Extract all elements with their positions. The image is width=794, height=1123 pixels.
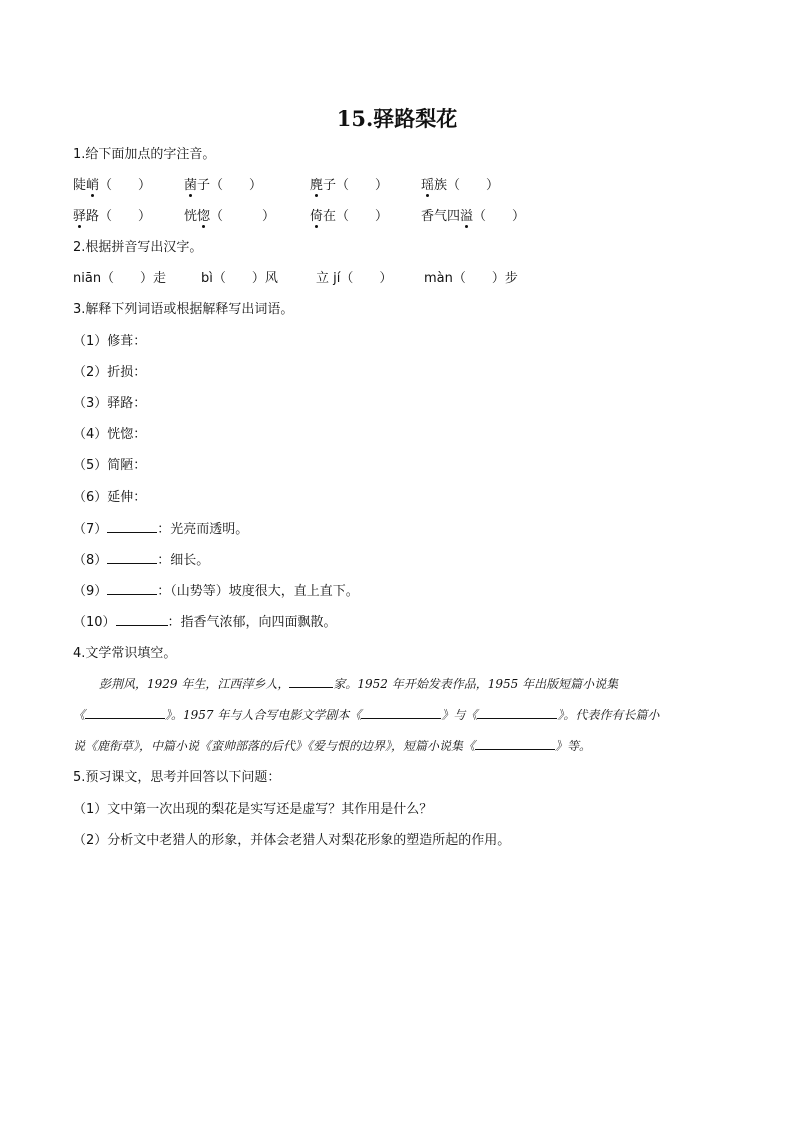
answer-blank[interactable] [107, 520, 157, 533]
answer-blank[interactable] [289, 675, 333, 688]
answer-blank[interactable] [107, 582, 157, 595]
q4-heading: 4.文学常识填空。 [73, 646, 177, 661]
q1-item: 麂子（ ） [310, 178, 389, 193]
q3-fill-item: （9） ：（山势等）坡度很大，直上直下。 [73, 584, 359, 599]
q2-item: niān（ ）走 [73, 271, 167, 286]
q1-item: 倚在（ ） [310, 209, 389, 224]
q5-heading: 5.预习课文，思考并回答以下问题： [73, 770, 281, 785]
q1-item: 香气四溢（ ） [421, 209, 526, 224]
q5-item: （2）分析文中老猎人的形象，并体会老猎人对梨花形象的塑造所起的作用。 [73, 833, 511, 848]
q3-item: （1）修葺： [73, 334, 147, 349]
answer-blank[interactable] [116, 613, 168, 626]
q1-item: 驿路（ ） [73, 209, 152, 224]
answer-blank[interactable] [107, 551, 157, 564]
q1-item: 恍惚（ ） [184, 209, 276, 224]
q3-item: （2）折损： [73, 365, 147, 380]
q3-heading: 3.解释下列词语或根据解释写出词语。 [73, 302, 294, 317]
answer-blank[interactable] [85, 706, 165, 719]
q3-item: （4）恍惚： [73, 427, 147, 442]
q3-fill-item: （8） ：细长。 [73, 553, 210, 568]
q2-item: màn（ ）步 [424, 271, 518, 286]
q3-fill-item: （10） ：指香气浓郁，向四面飘散。 [73, 615, 337, 630]
q1-item: 瑶族（ ） [421, 178, 500, 193]
q4-paragraph: 彭荆风，1929 年生，江西萍乡人， 家。1952 年开始发表作品，1955 年出版短篇小说集 《 》。1957 年与人合写电影文学剧本《 》与《 》。代表作有长篇小 说《鹿衔草》，中篇小说《蛮帅部落的后代》《爱与恨的边界》，短篇小说集《 》等。 [73, 677, 660, 753]
q3-item: （3）驿路： [73, 396, 147, 411]
q3-fill-item: （7） ：光亮而透明。 [73, 522, 249, 537]
page-title: 15.驿路梨花 [336, 106, 458, 131]
q1-item: 陡峭（ ） [73, 178, 152, 193]
answer-blank[interactable] [475, 737, 555, 750]
q2-item: bì（ ）风 [201, 271, 278, 286]
q3-item: （6）延伸： [73, 490, 147, 505]
q1-heading: 1.给下面加点的字注音。 [73, 147, 216, 162]
q2-item: 立 jí（ ） [316, 271, 393, 286]
q1-item: 菌子（ ） [184, 178, 263, 193]
q2-heading: 2.根据拼音写出汉字。 [73, 240, 203, 255]
q5-item: （1）文中第一次出现的梨花是实写还是虚写？其作用是什么？ [73, 802, 433, 817]
answer-blank[interactable] [361, 706, 441, 719]
q3-item: （5）简陋： [73, 458, 147, 473]
answer-blank[interactable] [477, 706, 557, 719]
